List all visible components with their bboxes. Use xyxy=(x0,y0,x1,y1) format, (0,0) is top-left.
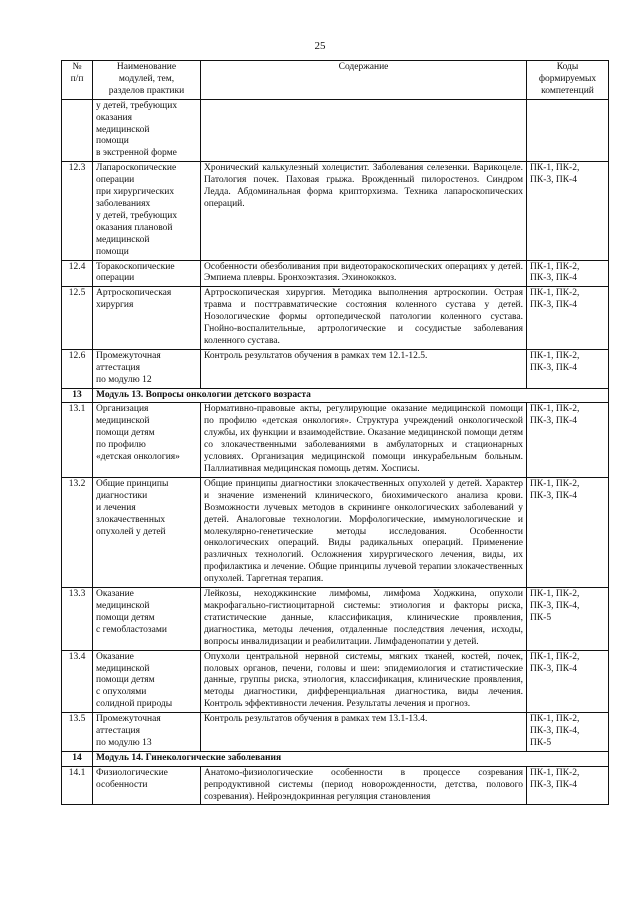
competence-codes: ПК-1, ПК-2, ПК-3, ПК-4, ПК-5 xyxy=(527,713,609,752)
module-title: Модуль 14. Гинекологические заболевания xyxy=(93,751,609,766)
header-module-name: Наименование модулей, тем, разделов практики xyxy=(93,61,201,100)
topic-content: Контроль результатов обучения в рамках тем 12.1-12.5. xyxy=(201,349,527,388)
curriculum-table xyxy=(61,60,609,805)
module-row xyxy=(62,388,609,403)
topic-name: Организация медицинской помощи детям по профилю «детская онкология» xyxy=(93,403,201,477)
topic-number: 13.4 xyxy=(62,650,93,713)
table-row xyxy=(62,260,609,287)
competence-codes: ПК-1, ПК-2, ПК-3, ПК-4 xyxy=(527,287,609,350)
topic-number: 12.4 xyxy=(62,260,93,287)
table-header xyxy=(62,61,609,100)
topic-content: Нормативно-правовые акты, регулирующие оказание медицинской помощи по профилю «детская онкология». Структура учреждений онкологической службы, их функции и взаимодействие. Оказание медицинской помощи детям со злокачественными заболеваниями в амбулаторных и стационарных условиях. Организация медицинской помощи инкурабельным больным. Паллиативная медицинская помощь детям. Хосписы. xyxy=(201,403,527,477)
competence-codes: ПК-1, ПК-2, ПК-3, ПК-4 xyxy=(527,650,609,713)
module-number: 14 xyxy=(62,751,93,766)
topic-name: Промежуточная аттестация по модулю 13 xyxy=(93,713,201,752)
table-row xyxy=(62,713,609,752)
competence-codes xyxy=(527,99,609,162)
topic-number: 12.5 xyxy=(62,287,93,350)
page-number: 25 xyxy=(314,40,326,52)
topic-number: 13.5 xyxy=(62,713,93,752)
header-content: Содержание xyxy=(201,61,527,100)
table-row xyxy=(62,588,609,651)
topic-name: Оказание медицинской помощи детям с гемобластозами xyxy=(93,588,201,651)
table-row xyxy=(62,477,609,587)
topic-name: Промежуточная аттестация по модулю 12 xyxy=(93,349,201,388)
topic-number: 13.1 xyxy=(62,403,93,477)
competence-codes: ПК-1, ПК-2, ПК-3, ПК-4 xyxy=(527,766,609,805)
topic-content: Особенности обезболивания при видеоторакоскопических операциях у детей. Эмпиема плевры. Бронхоэктазия. Эхинококкоз. xyxy=(201,260,527,287)
topic-content: Опухоли центральной нервной системы, мягких тканей, костей, почек, половых органов, печени, головы и шеи: эпидемиология и статистические данные, группы риска, этиология, классификация, клинические проявления, методы диагностики, дифференциальная диагностика, виды лечения. Контроль эффективности лечения. Результаты лечения и прогноз. xyxy=(201,650,527,713)
topic-content: Контроль результатов обучения в рамках тем 13.1-13.4. xyxy=(201,713,527,752)
table-row xyxy=(62,403,609,477)
topic-name: Общие принципы диагностики и лечения злокачественных опухолей у детей xyxy=(93,477,201,587)
topic-name: у детей, требующих оказания медицинской помощи в экстренной форме xyxy=(93,99,201,162)
topic-name: Артроскопическая хирургия xyxy=(93,287,201,350)
topic-number xyxy=(62,99,93,162)
topic-number: 12.3 xyxy=(62,162,93,260)
table-body xyxy=(62,99,609,805)
competence-codes: ПК-1, ПК-2, ПК-3, ПК-4 xyxy=(527,477,609,587)
competence-codes: ПК-1, ПК-2, ПК-3, ПК-4 xyxy=(527,260,609,287)
table-row xyxy=(62,99,609,162)
topic-content: Анатомо-физиологические особенности в процессе созревания репродуктивной системы (период новорожденности, детства, полового созревания). Нейроэндокринная регуляция становления xyxy=(201,766,527,805)
topic-content xyxy=(201,99,527,162)
topic-number: 12.6 xyxy=(62,349,93,388)
table-row xyxy=(62,650,609,713)
topic-content: Лейкозы, неходжкинские лимфомы, лимфома Ходжкина, опухоли макрофагально-гистиоцитарной системы: этиология и факторы риска, статистические данные, классификация, клинические проявления, диагностика, методы лечения, отдаленные последствия лечения, исходы, вопросы инвалидизации и реабилитации. Лимфаденопатии у детей. xyxy=(201,588,527,651)
topic-name: Лапароскопические операции при хирургических заболеваниях у детей, требующих оказания плановой медицинской помощи xyxy=(93,162,201,260)
table-row xyxy=(62,162,609,260)
topic-content: Общие принципы диагностики злокачественных опухолей у детей. Характер и значение изменений клинического, биохимического анализа крови. Возможности лучевых методов в скрининге онкологических заболеваний у детей. Аналоговые технологии. Морфологические, иммунологические и молекулярно-генетические методы исследования. Особенности онкологических операций. Виды радикальных операций. Применение различных технологий. Осложнения хирургического лечения, виды, их профилактика и лечение. Общие принципы лучевой терапии злокачественных опухолей. Таргетная терапия. xyxy=(201,477,527,587)
competence-codes: ПК-1, ПК-2, ПК-3, ПК-4 xyxy=(527,349,609,388)
table-row xyxy=(62,349,609,388)
competence-codes: ПК-1, ПК-2, ПК-3, ПК-4 xyxy=(527,162,609,260)
topic-content: Хронический калькулезный холецистит. Заболевания селезенки. Варикоцеле. Патология почек. Паховая грыжа. Врожденный пилоростеноз. Синдром Ледда. Абдоминальная форма крипторхизма. Техника лапароскопических операций. xyxy=(201,162,527,260)
topic-number: 14.1 xyxy=(62,766,93,805)
topic-number: 13.2 xyxy=(62,477,93,587)
topic-name: Физиологические особенности xyxy=(93,766,201,805)
header-number: № п/п xyxy=(62,61,93,100)
topic-content: Артроскопическая хирургия. Методика выполнения артроскопии. Острая травма и посттравматические состояния коленного сустава у детей. Нозологические формы ортопедической патологии коленного сустава. Гнойно-воспалительные, артрологические и сосудистые заболевания коленного сустава. xyxy=(201,287,527,350)
table-row xyxy=(62,766,609,805)
module-row xyxy=(62,751,609,766)
topic-name: Оказание медицинской помощи детям с опухолями солидной природы xyxy=(93,650,201,713)
table-row xyxy=(62,287,609,350)
competence-codes: ПК-1, ПК-2, ПК-3, ПК-4, ПК-5 xyxy=(527,588,609,651)
topic-number: 13.3 xyxy=(62,588,93,651)
competence-codes: ПК-1, ПК-2, ПК-3, ПК-4 xyxy=(527,403,609,477)
module-number: 13 xyxy=(62,388,93,403)
module-title: Модуль 13. Вопросы онкологии детского возраста xyxy=(93,388,609,403)
topic-name: Торакоскопические операции xyxy=(93,260,201,287)
header-competence-codes: Коды формируемых компетенций xyxy=(527,61,609,100)
